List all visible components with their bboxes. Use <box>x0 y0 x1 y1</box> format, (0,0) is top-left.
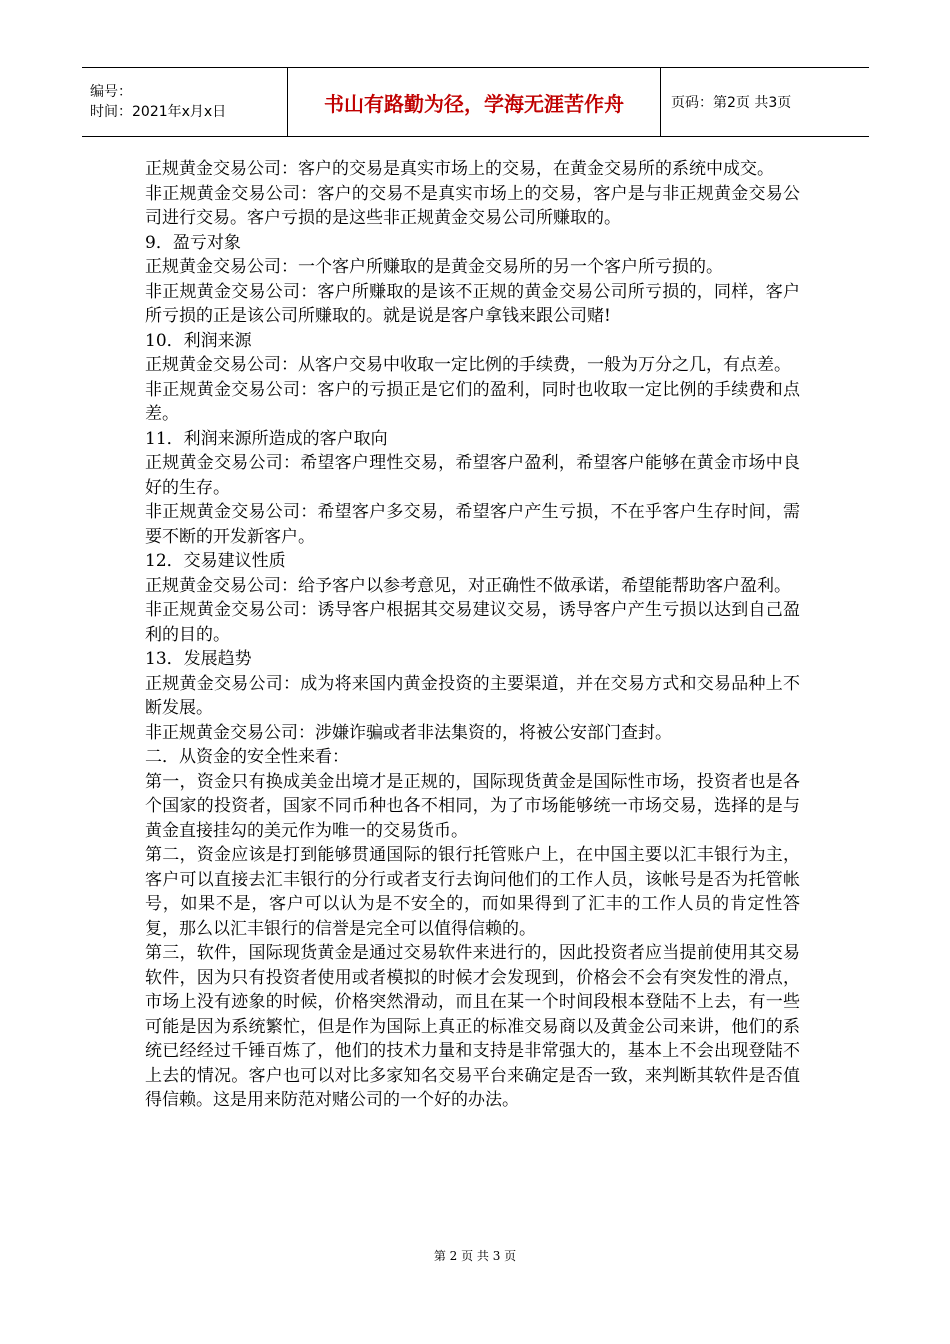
paragraph: 第一，资金只有换成美金出境才是正规的，国际现货黄金是国际性市场，投资者也是各个国家的投资者，国家不同币种也各不相同，为了市场能够统一市场交易，选择的是与黄金直接挂勾的美元作为唯一的交易货币。 <box>145 771 800 841</box>
paragraph: 正规黄金交易公司：从客户交易中收取一定比例的手续费，一般为万分之几，有点差。 <box>145 355 791 375</box>
paragraph: 第三，软件，国际现货黄金是通过交易软件来进行的，因此投资者应当提前使用其交易软件，因为只有投资者使用或者模拟的时候才会发现到，价格会不会有突发性的滑点，市场上没有迹象的时候，价格突然滑动，而且在某一个时间段根本登陆不上去，有一些可能是因为系统繁忙，但是作为国际上真正的标准交易商以及黄金公司来讲，他们的系统已经经过千锤百炼了，他们的技术力量和支持是非常强大的，基本上不会出现登陆不上去的情况。客户也可以对比多家知名交易平台来确定是否一致，来判断其软件是否值得信赖。这是用来防范对赌公司的一个好的办法。 <box>145 943 800 1110</box>
paragraph: 非正规黄金交易公司：客户的亏损正是它们的盈利，同时也收取一定比例的手续费和点差。 <box>145 379 800 424</box>
section-heading: 9．盈亏对象 <box>145 232 241 253</box>
document-body <box>145 157 800 1113</box>
header-motto: 书山有路勤为径，学海无涯苦作舟 <box>287 68 661 136</box>
header-page-number: 页码：第2页 共3页 <box>671 95 792 111</box>
section-heading: 12．交易建议性质 <box>145 551 286 571</box>
paragraph: 非正规黄金交易公司：涉嫌诈骗或者非法集资的，将被公安部门查封。 <box>145 722 672 743</box>
section-heading: 11．利润来源所造成的客户取向 <box>145 428 388 449</box>
paragraph: 正规黄金交易公司：成为将来国内黄金投资的主要渠道，并在交易方式和交易品种上不断发展。 <box>145 673 800 718</box>
paragraph: 非正规黄金交易公司：诱导客户根据其交易建议交易，诱导客户产生亏损以达到自己盈利的目的。 <box>145 600 800 645</box>
paragraph: 非正规黄金交易公司：希望客户多交易，希望客户产生亏损，不在乎客户生存时间，需要不断的开发新客户。 <box>145 502 800 547</box>
header-meta <box>82 68 287 136</box>
paragraph: 正规黄金交易公司：希望客户理性交易，希望客户盈利，希望客户能够在黄金市场中良好的生存。 <box>145 453 800 498</box>
page-footer: 第 2 页 共 3 页 <box>433 1249 517 1263</box>
document-number-label: 编号： <box>90 84 132 100</box>
paragraph: 非正规黄金交易公司：客户所赚取的是该不正规的黄金交易公司所亏损的，同样，客户所亏损的正是该公司所赚取的。就是说是客户拿钱来跟公司赌! <box>145 281 800 326</box>
document-date-label: 时间：2021年x月x日 <box>90 104 227 120</box>
paragraph: 非正规黄金交易公司：客户的交易不是真实市场上的交易，客户是与非正规黄金交易公司进行交易。客户亏损的是这些非正规黄金交易公司所赚取的。 <box>145 183 800 228</box>
paragraph: 正规黄金交易公司：一个客户所赚取的是黄金交易所的另一个客户所亏损的。 <box>145 257 723 277</box>
section-heading: 13．发展趋势 <box>145 649 252 669</box>
paragraph: 正规黄金交易公司：给予客户以参考意见，对正确性不做承诺，希望能帮助客户盈利。 <box>145 575 791 596</box>
paragraph: 正规黄金交易公司：客户的交易是真实市场上的交易，在黄金交易所的系统中成交。 <box>145 159 774 179</box>
paragraph: 第二，资金应该是打到能够贯通国际的银行托管账户上，在中国主要以汇丰银行为主，客户可以直接去汇丰银行的分行或者支行去询问他们的工作人员，该帐号是否为托管帐号，如果不是，客户可以认为是不安全的，而如果得到了汇丰的工作人员的肯定性答复，那么以汇丰银行的信誉是完全可以值得信赖的。 <box>145 845 800 939</box>
section-heading: 10．利润来源 <box>145 330 252 351</box>
page-header <box>82 67 869 137</box>
section-heading: 二．从资金的安全性来看： <box>145 747 349 767</box>
